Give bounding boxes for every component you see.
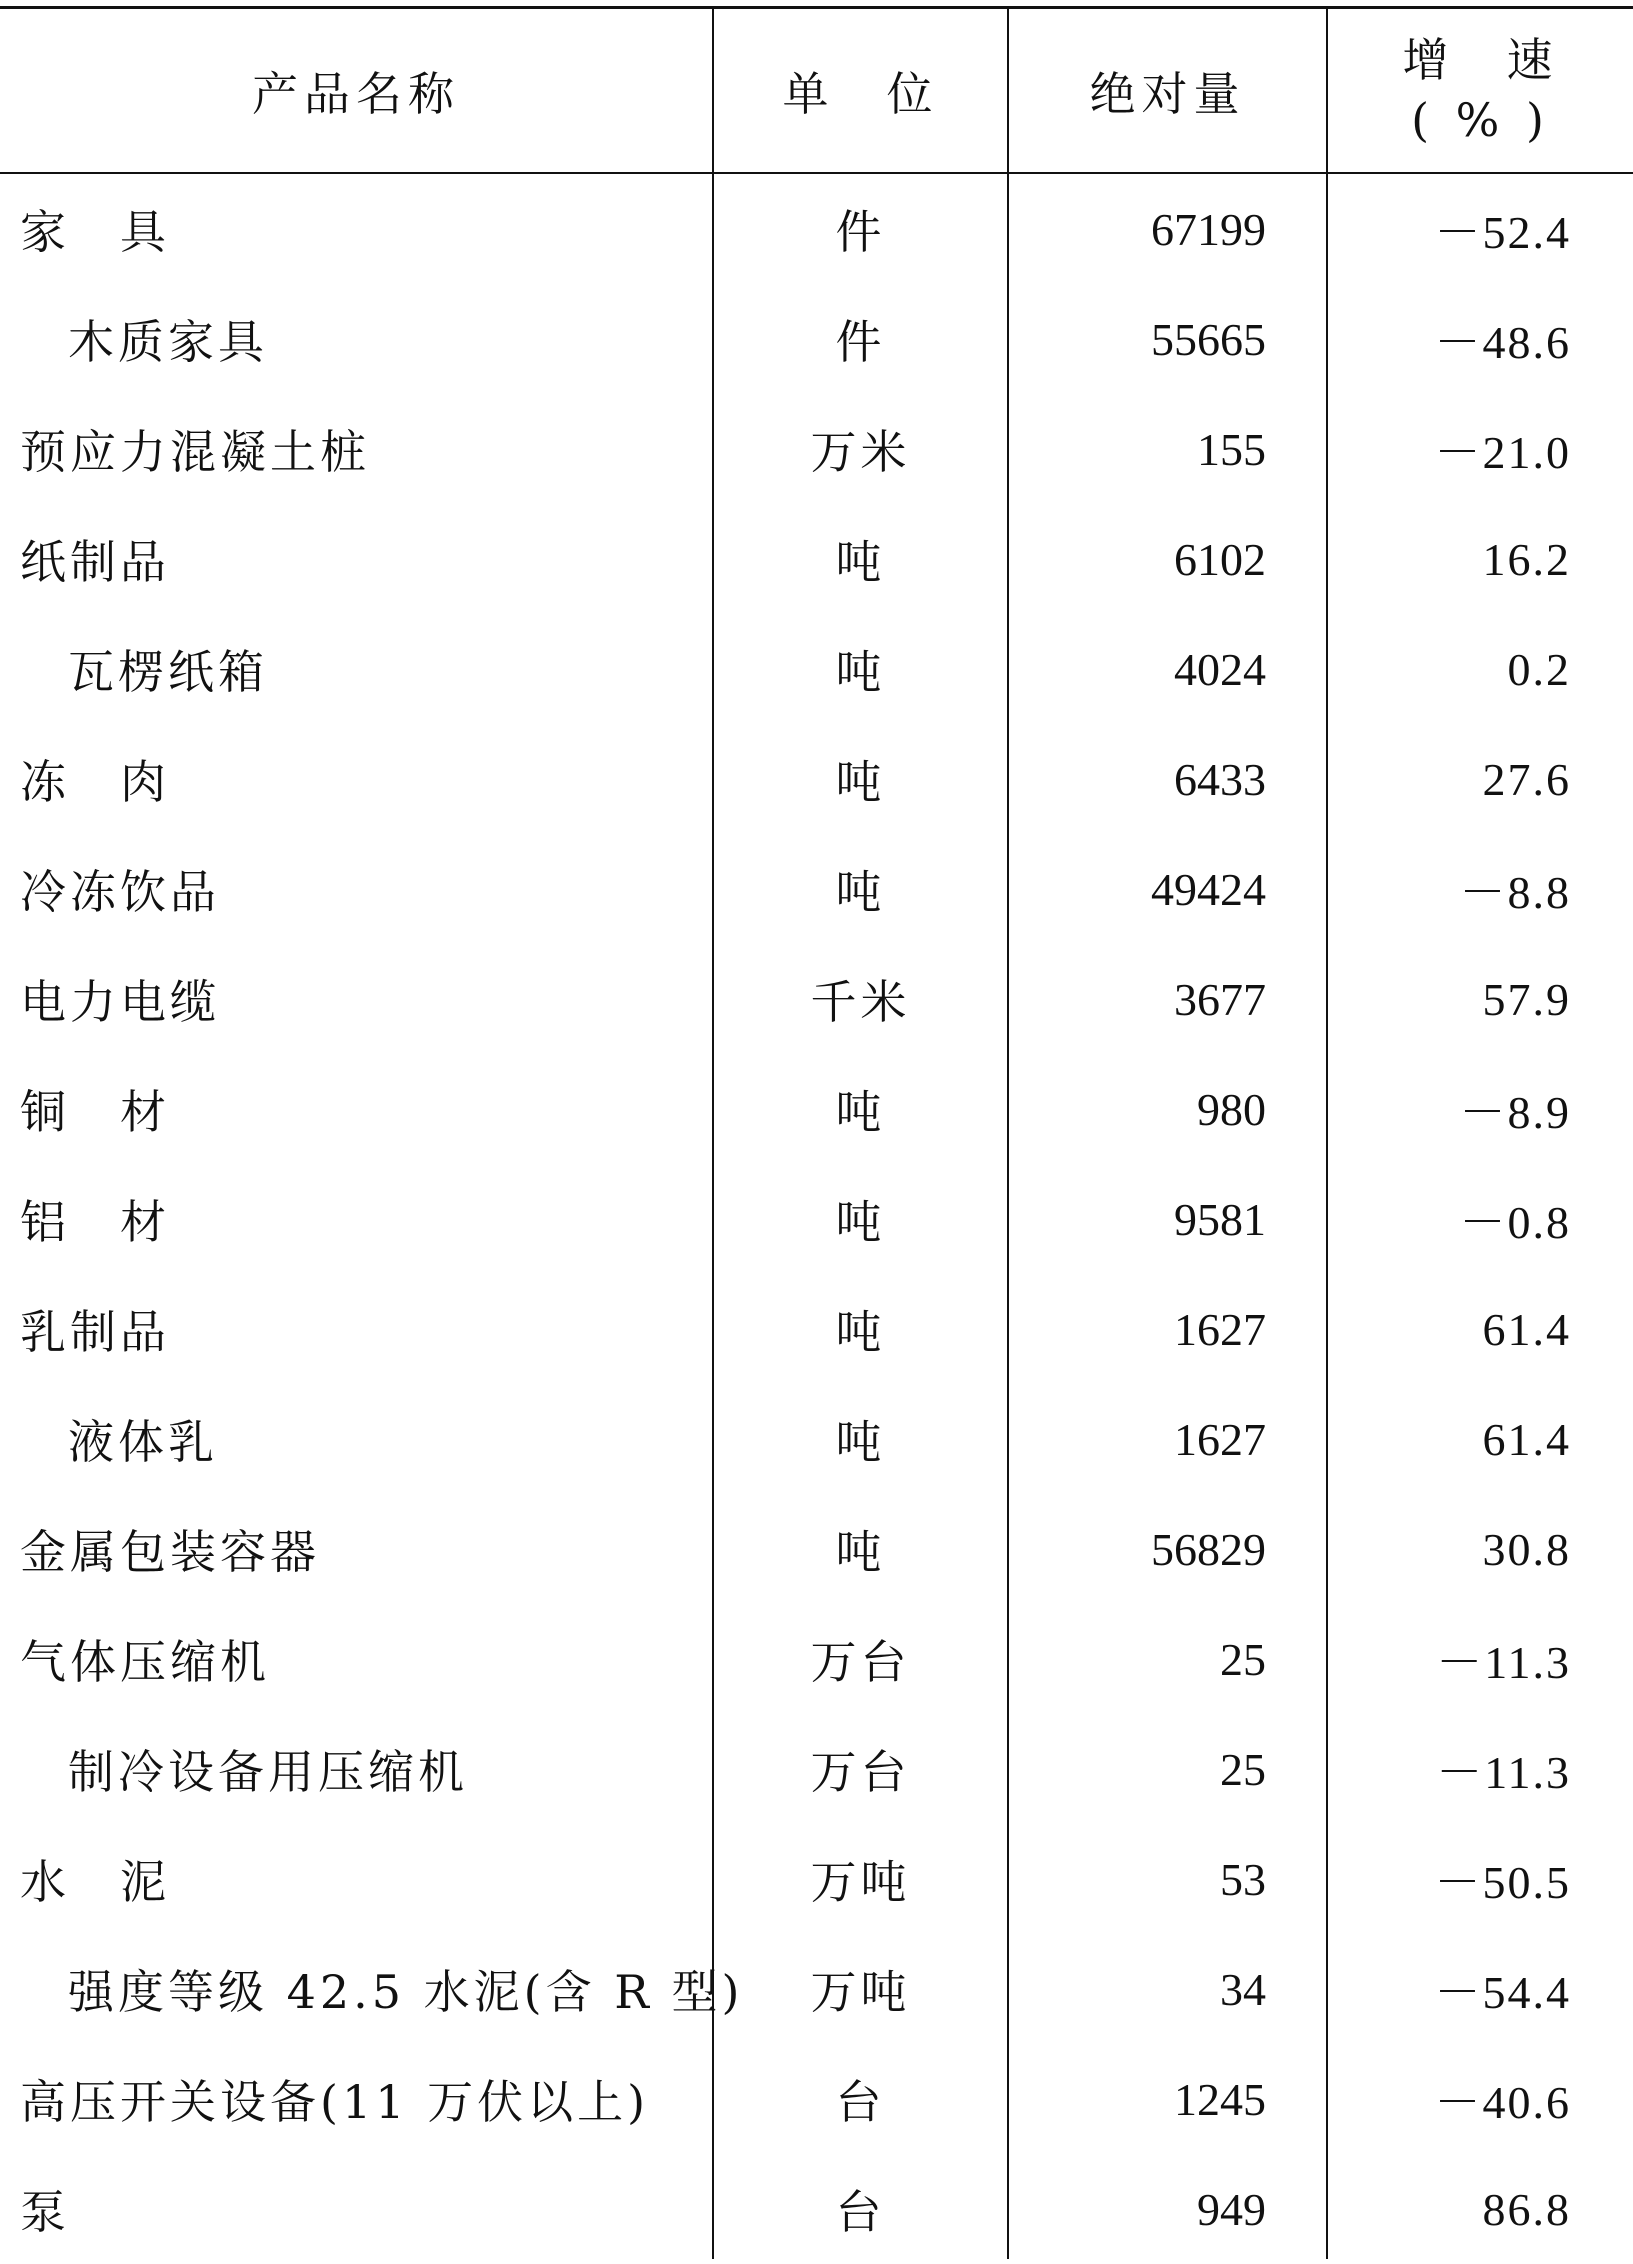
- absolute-value-cell: 56829: [1151, 1523, 1266, 1575]
- absolute-value-cell: 980: [1197, 1083, 1266, 1135]
- product-name-cell: 冷冻饮品: [20, 865, 220, 919]
- product-name-cell: 铜 材: [20, 1085, 170, 1139]
- unit-cell: 万吨: [810, 1965, 911, 2019]
- absolute-value-cell: 1627: [1174, 1413, 1266, 1465]
- table-row: [0, 834, 1633, 944]
- table-row: [0, 1934, 1633, 2044]
- growth-rate-cell: 0.2: [1507, 643, 1571, 695]
- table-row: [0, 2044, 1633, 2154]
- absolute-value-cell: 49424: [1151, 863, 1266, 915]
- absolute-value-cell: 53: [1220, 1853, 1266, 1905]
- growth-rate-cell: －0.8: [1459, 1197, 1571, 1248]
- absolute-value-cell: 1627: [1174, 1303, 1266, 1355]
- growth-rate-cell: 16.2: [1482, 533, 1571, 585]
- product-name-cell: 冻 肉: [20, 755, 170, 809]
- header-growth-rate-label: 增 速: [1402, 32, 1559, 87]
- product-name-cell: 预应力混凝土桩: [20, 425, 370, 479]
- unit-cell: 吨: [835, 645, 886, 699]
- growth-rate-cell: 57.9: [1482, 973, 1571, 1025]
- unit-cell: 吨: [835, 1415, 886, 1469]
- growth-rate-cell: 61.4: [1482, 1303, 1571, 1355]
- growth-rate-cell: －50.5: [1434, 1857, 1571, 1908]
- absolute-value-cell: 55665: [1151, 313, 1266, 365]
- table-row: [0, 1054, 1633, 1164]
- table-row: [0, 1274, 1633, 1384]
- unit-cell: 吨: [835, 865, 886, 919]
- table-row: [0, 1824, 1633, 1934]
- unit-cell: 吨: [835, 535, 886, 589]
- table-row: [0, 614, 1633, 724]
- absolute-value-cell: 25: [1220, 1743, 1266, 1795]
- product-name-cell: 木质家具: [68, 315, 268, 369]
- absolute-value-cell: 1245: [1174, 2073, 1266, 2125]
- unit-cell: 吨: [835, 1525, 886, 1579]
- header-product-name: 产品名称: [252, 66, 460, 121]
- table-row: [0, 284, 1633, 394]
- absolute-value-cell: 9581: [1174, 1193, 1266, 1245]
- growth-rate-cell: 86.8: [1482, 2183, 1571, 2235]
- unit-cell: 吨: [835, 1195, 886, 1249]
- absolute-value-cell: 34: [1220, 1963, 1266, 2015]
- table-row: [0, 724, 1633, 834]
- growth-rate-cell: －8.9: [1459, 1087, 1571, 1138]
- unit-cell: 万吨: [810, 1855, 911, 1909]
- product-name-cell: 高压开关设备(11 万伏以上): [20, 2075, 650, 2129]
- product-name-cell: 气体压缩机: [20, 1635, 270, 1689]
- table-row: [0, 394, 1633, 504]
- product-name-cell: 铝 材: [20, 1195, 170, 1249]
- table-header: [0, 9, 1633, 172]
- product-name-cell: 金属包装容器: [20, 1525, 320, 1579]
- growth-rate-cell: －54.4: [1434, 1967, 1571, 2018]
- table-row: [0, 1604, 1633, 1714]
- growth-rate-cell: －48.6: [1434, 317, 1571, 368]
- unit-cell: 台: [835, 2185, 886, 2239]
- unit-cell: 千米: [810, 975, 911, 1029]
- growth-rate-cell: －11.3: [1436, 1637, 1571, 1688]
- product-name-cell: 制冷设备用压缩机: [68, 1745, 468, 1799]
- absolute-value-cell: 6433: [1174, 753, 1266, 805]
- absolute-value-cell: 25: [1220, 1633, 1266, 1685]
- absolute-value-cell: 67199: [1151, 203, 1266, 255]
- absolute-value-cell: 949: [1197, 2183, 1266, 2235]
- unit-cell: 件: [835, 315, 886, 369]
- table-body: [0, 174, 1633, 2264]
- table-row: [0, 174, 1633, 284]
- unit-cell: 吨: [835, 1305, 886, 1359]
- table-row: [0, 1164, 1633, 1274]
- product-name-cell: 强度等级 42.5 水泥(含 R 型): [68, 1965, 744, 2019]
- unit-cell: 件: [835, 205, 886, 259]
- unit-cell: 吨: [835, 1085, 886, 1139]
- unit-cell: 吨: [835, 755, 886, 809]
- header-unit: 单 位: [782, 66, 939, 121]
- product-name-cell: 纸制品: [20, 535, 170, 589]
- product-name-cell: 水 泥: [20, 1855, 170, 1909]
- growth-rate-cell: 30.8: [1482, 1523, 1571, 1575]
- growth-rate-cell: －40.6: [1434, 2077, 1571, 2128]
- header-absolute: 绝对量: [1089, 66, 1246, 121]
- table-row: [0, 2154, 1633, 2264]
- unit-cell: 万台: [810, 1745, 911, 1799]
- product-name-cell: 家 具: [20, 205, 170, 259]
- table-row: [0, 1384, 1633, 1494]
- header-growth-rate: [1328, 9, 1633, 172]
- product-name-cell: 泵: [20, 2185, 70, 2239]
- product-name-cell: 乳制品: [20, 1305, 170, 1359]
- absolute-value-cell: 6102: [1174, 533, 1266, 585]
- absolute-value-cell: 155: [1197, 423, 1266, 475]
- unit-cell: 万台: [810, 1635, 911, 1689]
- absolute-value-cell: 3677: [1174, 973, 1266, 1025]
- table-row: [0, 1714, 1633, 1824]
- table-row: [0, 944, 1633, 1054]
- product-name-cell: 电力电缆: [20, 975, 220, 1029]
- growth-rate-cell: －11.3: [1436, 1747, 1571, 1798]
- growth-rate-cell: －21.0: [1434, 427, 1571, 478]
- growth-rate-cell: －52.4: [1434, 207, 1571, 258]
- growth-rate-cell: 27.6: [1482, 753, 1571, 805]
- header-growth-rate-unit: ( % ): [1411, 92, 1550, 147]
- absolute-value-cell: 4024: [1174, 643, 1266, 695]
- table-row: [0, 1494, 1633, 1604]
- growth-rate-cell: 61.4: [1482, 1413, 1571, 1465]
- product-name-cell: 液体乳: [68, 1415, 218, 1469]
- growth-rate-cell: －8.8: [1459, 867, 1571, 918]
- unit-cell: 台: [835, 2075, 886, 2129]
- product-name-cell: 瓦楞纸箱: [68, 645, 268, 699]
- table-row: [0, 504, 1633, 614]
- unit-cell: 万米: [810, 425, 911, 479]
